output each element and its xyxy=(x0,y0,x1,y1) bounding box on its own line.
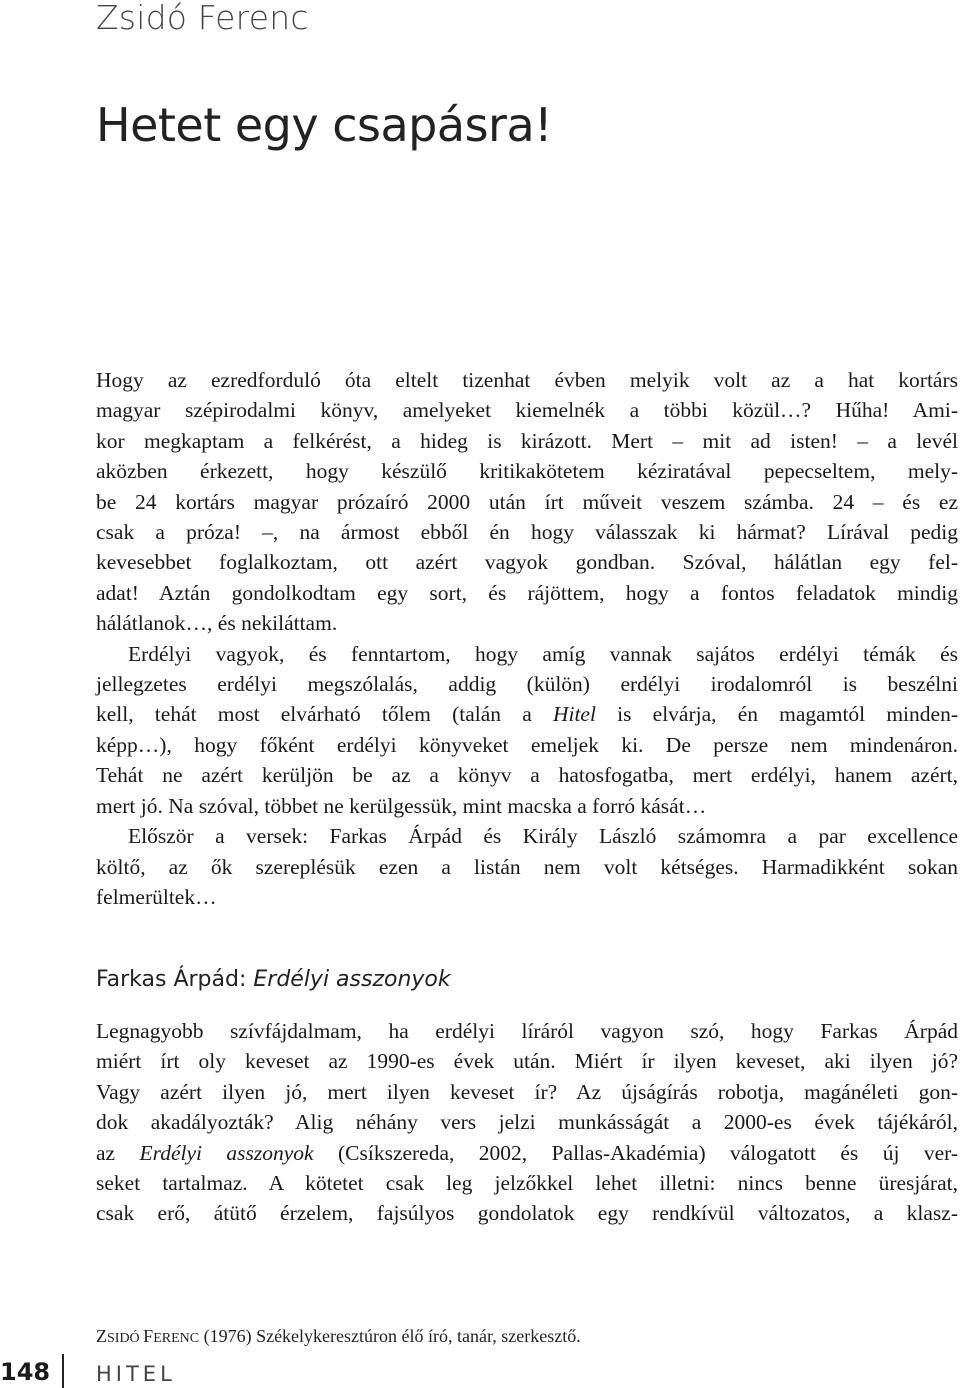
journal-name: HITEL xyxy=(96,1362,176,1386)
section-heading-book: Erdélyi asszonyok xyxy=(253,967,451,992)
text-run: (Csíkszereda, 2002, Pallas-Akadémia) válogatott és új ver- xyxy=(313,1140,959,1165)
text-line: hálátlanok…, és nekiláttam. xyxy=(96,611,338,636)
footnote-name-initial: F xyxy=(143,1326,154,1346)
text-line: adat! Aztán gondolkodtam egy sort, és rájöttem, hogy a fontos feladatok mindig xyxy=(96,580,958,605)
text-line: csak a próza! –, na ármost ebből én hogy válasszak ki hármat? Lírával pedig xyxy=(96,520,958,545)
text-line: miért írt oly keveset az 1990-es évek után. Miért ír ilyen keveset, aki ilyen jó? xyxy=(96,1049,958,1074)
text-line xyxy=(96,1138,958,1168)
text-run: is elvárja, én magamtól minden- xyxy=(595,702,958,727)
footer-divider xyxy=(62,1354,64,1388)
text-line: mert jó. Na szóval, többet ne kerülgessük, mint macska a forró kását… xyxy=(96,793,707,818)
text-line: költő, az ők szereplésük ezen a listán nem volt kétséges. Harmadikként sokan xyxy=(96,854,958,879)
text-line: Tehát ne azért kerüljön be az a könyv a hatosfogatba, mert erdélyi, hanem azért, xyxy=(96,763,958,788)
text-line: be 24 kortárs magyar prózaíró 2000 után írt műveit veszem számba. 24 – és ez xyxy=(96,489,958,514)
page-number: 148 xyxy=(0,1358,51,1386)
text-line: Legnagyobb szívfájdalmam, ha erdélyi líráról vagyon szó, hogy Farkas Árpád xyxy=(96,1019,958,1043)
text-line: Hogy az ezredforduló óta eltelt tizenhat évben melyik volt az a hat kortárs xyxy=(96,368,958,392)
article-title: Hetet egy csapásra! xyxy=(96,98,553,152)
text-line: aközben érkezett, hogy készülő kritikakötetem kéziratával pepecseltem, mely- xyxy=(96,459,958,484)
journal-name-italic: Hitel xyxy=(552,702,596,727)
text-line: Először a versek: Farkas Árpád és Király László számomra a par excellence xyxy=(128,824,958,849)
intro-paragraph-3 xyxy=(96,821,958,912)
footnote-name-rest: ERENC xyxy=(153,1331,200,1346)
text-line: magyar szépirodalmi könyv, amelyeket kiemelnék a többi közül…? Hűha! Ami- xyxy=(96,398,958,423)
book-title-italic: Erdélyi asszonyok xyxy=(139,1140,314,1165)
section-heading-author: Farkas Árpád: xyxy=(96,967,254,992)
intro-paragraph-2 xyxy=(96,639,958,821)
footnote-name-rest: SIDÓ xyxy=(107,1331,144,1346)
article-author: Zsidó Ferenc xyxy=(96,0,309,37)
intro-body xyxy=(96,365,958,912)
section-heading xyxy=(96,967,451,992)
author-footnote xyxy=(96,1326,581,1347)
text-line: dok akadályozták? Alig néhány vers jelzi munkásságát a 2000-es évek tájékáról, xyxy=(96,1110,958,1135)
text-line xyxy=(96,699,958,729)
text-line: seket tartalmaz. A kötetet csak leg jelzőkkel lehet illetni: nincs benne üresjárat, xyxy=(96,1171,958,1196)
text-line: Erdélyi vagyok, és fenntartom, hogy amíg vannak sajátos erdélyi témák és xyxy=(128,641,958,666)
footnote-text: (1976) Székelykeresztúron élő író, tanár, szerkesztő. xyxy=(199,1326,581,1346)
text-line: kor megkaptam a felkérést, a hideg is kirázott. Mert – mit ad isten! – a levél xyxy=(96,428,958,453)
footnote-name-initial: Z xyxy=(96,1326,107,1346)
text-line: jellegzetes erdélyi megszólalás, addig (külön) erdélyi irodalomról is beszélni xyxy=(96,672,958,697)
text-line: képp…), hogy főként erdélyi könyveket emeljek ki. De persze nem mindenáron. xyxy=(96,732,958,757)
section-paragraph xyxy=(96,1016,958,1229)
intro-paragraph-1 xyxy=(96,365,958,639)
text-line: Vagy azért ilyen jó, mert ilyen keveset ír? Az újságírás robotja, magánéleti gon- xyxy=(96,1079,958,1104)
text-run: az xyxy=(96,1140,140,1165)
text-line: kevesebbet foglalkoztam, ott azért vagyok gondban. Szóval, hálátlan egy fel- xyxy=(96,550,958,575)
text-line: csak erő, átütő érzelem, fajsúlyos gondolatok egy rendkívül változatos, a klasz- xyxy=(96,1201,958,1226)
text-line: felmerültek… xyxy=(96,884,217,909)
text-run: kell, tehát most elvárható tőlem (talán a xyxy=(96,702,553,727)
section-body xyxy=(96,1016,958,1229)
